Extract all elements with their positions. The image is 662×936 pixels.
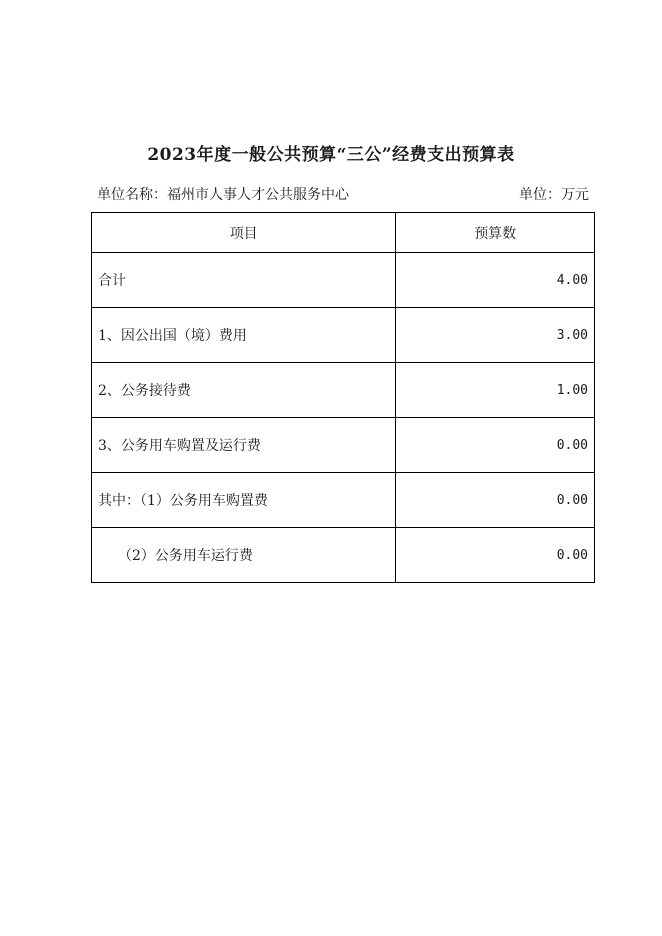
table-row <box>92 473 595 528</box>
column-header-amount: 预算数 <box>396 213 595 253</box>
row-amount: 1.00 <box>396 363 595 418</box>
unit-currency: 单位：万元 <box>519 187 589 203</box>
table-row <box>92 363 595 418</box>
table-header-row <box>92 213 595 253</box>
row-item: 3、公务用车购置及运行费 <box>92 418 396 473</box>
row-item: 2、公务接待费 <box>92 363 396 418</box>
unit-name: 单位名称：福州市人事人才公共服务中心 <box>97 187 349 203</box>
row-item: 其中：（1）公务用车购置费 <box>92 473 396 528</box>
row-amount: 3.00 <box>396 308 595 363</box>
row-item: 1、因公出国（境）费用 <box>92 308 396 363</box>
table-row <box>92 528 595 583</box>
row-amount: 0.00 <box>396 418 595 473</box>
budget-table <box>91 212 595 583</box>
row-item: 合计 <box>92 253 396 308</box>
table-row <box>92 418 595 473</box>
table-row <box>92 308 595 363</box>
page-title: 2023年度一般公共预算“三公”经费支出预算表 <box>147 145 515 165</box>
row-amount: 0.00 <box>396 528 595 583</box>
row-item: （2）公务用车运行费 <box>92 528 396 583</box>
row-amount: 0.00 <box>396 473 595 528</box>
table-row <box>92 253 595 308</box>
column-header-item: 项目 <box>92 213 396 253</box>
row-amount: 4.00 <box>396 253 595 308</box>
